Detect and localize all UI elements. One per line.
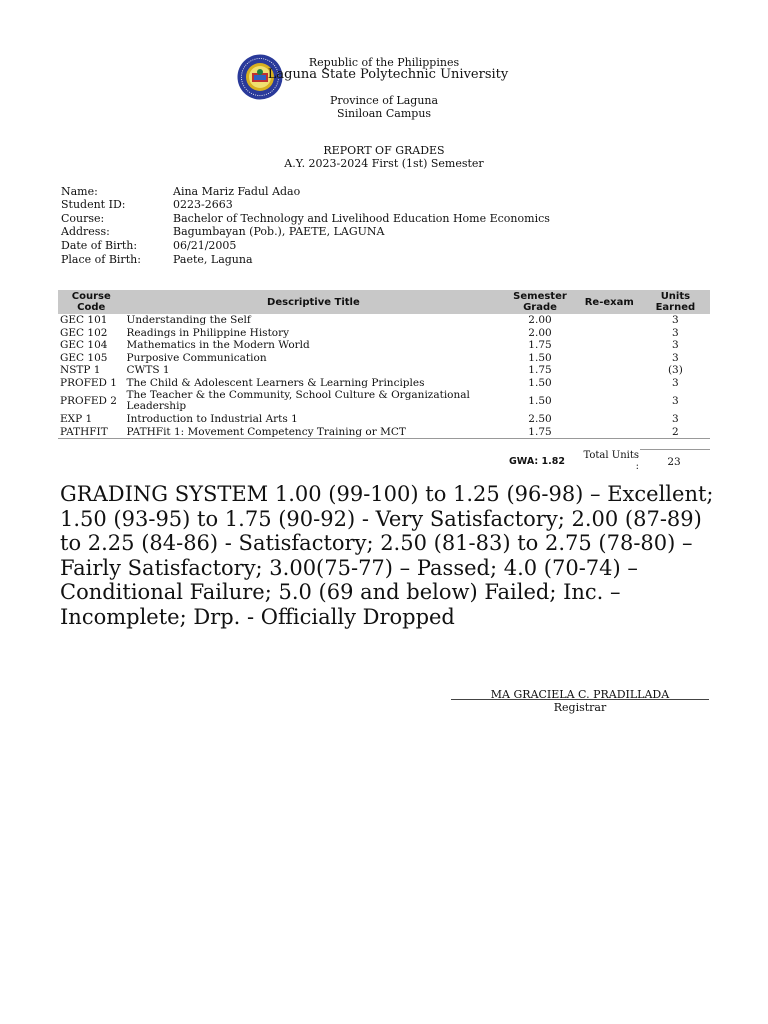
semester-grade: 2.50 — [528, 413, 552, 426]
course-code: PATHFIT — [58, 426, 125, 439]
table-row — [58, 314, 710, 327]
course-title: Understanding the Self — [126, 314, 251, 327]
name-value: Aina Mariz Fadul Adao — [173, 185, 301, 198]
campus-line: Siniloan Campus — [336, 107, 432, 120]
total-units-value: 23 — [667, 456, 681, 468]
pob-value: Paete, Laguna — [173, 253, 253, 266]
republic-line: Republic of the Philippines — [308, 56, 460, 69]
units-earned: 3 — [672, 314, 679, 327]
grading-system-text: GRADING SYSTEM 1.00 (99-100) to 1.25 (96-98) – Excellent; 1.50 (93-95) to 1.75 (90-92) - Very Satisfactory; 2.00 (87-89) to 2.25 (84-86) - Satisfactory; 2.50 (81-83) to 2.75 (78-80) – Fairly Satisfactory; 3.00(75-77) – Passed; 4.0 (70-74) – Conditional Failure; 5.0 (69 and below) Failed; Inc. – Incomplete; Drp. - Officially Dropped — [60, 482, 714, 629]
total-units-label: Total Units : — [583, 450, 639, 472]
units-earned: 2 — [641, 426, 710, 439]
course-code: GEC 104 — [60, 339, 108, 352]
col-descriptive-title: Descriptive Title — [125, 290, 503, 314]
re-exam — [578, 327, 641, 340]
course-code: NSTP 1 — [60, 364, 101, 377]
course-code: PROFED 1 — [60, 376, 117, 389]
table-row — [58, 413, 710, 426]
course-code: EXP 1 — [60, 413, 93, 426]
course-title: The Teacher & the Community, School Culture & Organizational Leadership — [126, 389, 470, 412]
course-code: GEC 105 — [60, 351, 108, 364]
course-label: Course: — [61, 212, 105, 225]
pob-label: Place of Birth: — [61, 253, 141, 266]
semester-grade: 1.75 — [502, 426, 577, 439]
course-code: PROFED 2 — [60, 395, 117, 407]
re-exam — [578, 364, 641, 377]
registrar-name: MA GRACIELA C. PRADILLADA — [490, 688, 670, 701]
units-earned: 3 — [672, 413, 679, 426]
semester-grade: 2.00 — [528, 326, 552, 339]
units-earned: 3 — [672, 395, 679, 407]
course-title: Purposive Communication — [126, 351, 267, 364]
units-earned: 3 — [672, 339, 679, 352]
re-exam — [578, 314, 641, 327]
address-value: Bagumbayan (Pob.), PAETE, LAGUNA — [173, 225, 385, 238]
registrar-title: Registrar — [553, 701, 607, 714]
course-title: The Child & Adolescent Learners & Learning Principles — [126, 376, 425, 389]
re-exam — [578, 413, 641, 426]
report-title: REPORT OF GRADES — [323, 144, 445, 157]
course-title: Readings in Philippine History — [126, 326, 290, 339]
re-exam — [578, 389, 641, 413]
col-course-code: Course Code — [58, 290, 125, 314]
course-code: GEC 102 — [60, 326, 108, 339]
re-exam — [578, 339, 641, 352]
units-earned: (3) — [667, 364, 683, 377]
university-name: Laguna State Polytechnic University — [267, 67, 509, 82]
name-label: Name: — [61, 185, 98, 198]
col-units-earned: Units Earned — [641, 290, 710, 314]
col-semester-grade: Semester Grade — [502, 290, 577, 314]
course-title: PATHFit 1: Movement Competency Training or MCT — [125, 426, 503, 439]
col-re-exam: Re-exam — [578, 290, 641, 314]
semester-grade: 1.50 — [528, 351, 552, 364]
units-earned: 3 — [672, 376, 679, 389]
course-title: Mathematics in the Modern World — [126, 339, 310, 352]
course-title: CWTS 1 — [126, 364, 170, 377]
semester-grade: 2.00 — [528, 314, 552, 327]
dob-label: Date of Birth: — [61, 239, 138, 252]
address-label: Address: — [61, 225, 110, 238]
table-row — [58, 364, 710, 377]
course-title: Introduction to Industrial Arts 1 — [126, 413, 298, 426]
total-units-divider — [640, 449, 710, 450]
table-header-row — [58, 290, 710, 314]
table-row — [58, 426, 710, 439]
re-exam — [578, 352, 641, 365]
table-row — [58, 377, 710, 390]
student-id-label: Student ID: — [61, 198, 126, 211]
semester-grade: 1.50 — [528, 376, 552, 389]
re-exam — [578, 377, 641, 390]
grades-table — [58, 290, 710, 439]
semester-grade: 1.75 — [528, 339, 552, 352]
course-value: Bachelor of Technology and Livelihood Education Home Economics — [173, 212, 550, 225]
semester-grade: 1.50 — [528, 395, 552, 407]
student-id-value: 0223-2663 — [173, 198, 233, 211]
semester-grade: 1.75 — [528, 364, 552, 377]
table-row — [58, 389, 710, 413]
re-exam — [578, 426, 641, 439]
table-row — [58, 327, 710, 340]
report-term: A.Y. 2023-2024 First (1st) Semester — [284, 157, 484, 170]
province-line: Province of Laguna — [329, 94, 439, 107]
signature-line — [451, 699, 709, 700]
course-code: GEC 101 — [60, 314, 108, 327]
table-row — [58, 352, 710, 365]
gwa-value: GWA: 1.82 — [509, 456, 565, 467]
units-earned: 3 — [672, 351, 679, 364]
table-row — [58, 339, 710, 352]
dob-value: 06/21/2005 — [173, 239, 237, 252]
units-earned: 3 — [672, 326, 679, 339]
